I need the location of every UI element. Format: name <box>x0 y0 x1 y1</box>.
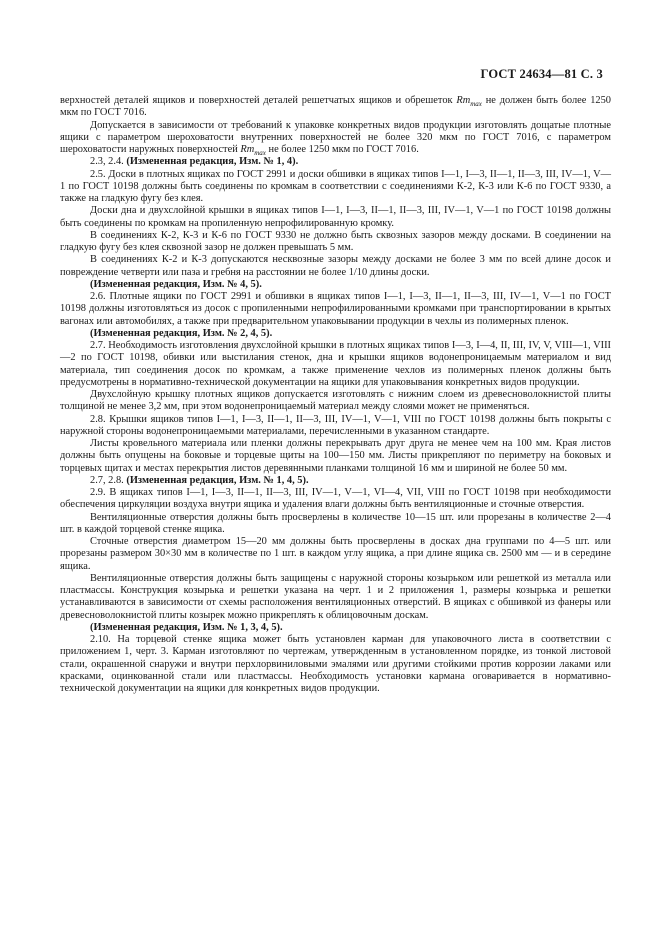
rm-symbol: $Rm_{max}$ <box>456 95 482 109</box>
paragraph-2-10: 2.10. На торцевой стенке ящика может быть установлен карман для упаковочного листа в соответствии с приложением 1, черт. 3. Карман изготовляют по чертежам, утвержденным в установленном порядке, из тонкой листовой стали, окрашенной снаружи и внутри перхлорвиниловыми эмалями или другими стойкими против коррозии лаками или красками, оцинкованной стали или пластмассы. Необходимость установки кармана оговаривается в нормативно-технической документации на ящики для конкретных видов продукции. <box>60 634 611 694</box>
paragraph-2-9-protection: Вентиляционные отверстия должны быть защищены с наружной стороны козырьком или решеткой из металла или пластмассы. Конструкция козырька и решетки указана на черт. 1 и 2 приложения 1, размеры козырька и решетки устанавливаются в зависимости от схемы расположения вентиляционных отверстий. В ящиках с обшивкой из фанеры или древесноволокнистой плиты козырек можно прикреплять к облицовочным доскам. <box>60 572 611 621</box>
document-body <box>60 95 611 695</box>
paragraph-2-9-vent-holes: Вентиляционные отверстия должны быть просверлены в количестве 10—15 шт. или прорезаны в количестве 2—4 шт. в каждой торцевой стенке ящика. <box>60 511 611 535</box>
paragraph-2-7: 2.7. Необходимость изготовления двухслойной крышки в плотных ящиках типов I—3, I—4, II, III, IV, V, VIII—1, VIII—2 по ГОСТ 10198, обивки или выстилания стенок, дна и крышки ящиков водонепроницаемым материалом и вид материала, тип соединения досок по кромкам, а также применение чехлов из полимерных пленок должны быть предусмотрены в нормативно-технической документации на ящики для упаковывания конкретных видов продукции. <box>60 340 611 388</box>
amendment-note: (Измененная редакция, Изм. № 1, 3, 4, 5). <box>90 621 283 633</box>
paragraph-roughness-exception: Допускается в зависимости от требований к упаковке конкретных видов продукции изготовлять дощатые плотные ящики с параметром шероховатости внутренних поверхностей не более 320 мкм по ГОСТ 7016, с параметром шероховатости наружных поверхностей $Rm_{max}$ не более 1250 мкм по ГОСТ 7016. <box>60 119 611 158</box>
paragraph-2-5: 2.5. Доски в плотных ящиках по ГОСТ 2991 и доски обшивки в ящиках типов I—1, I—3, II—1, II—3, III, IV—1, V—1 по ГОСТ 10198 должны быть соединены по кромкам в соответствии с соединениями К-2, К-3 или К-6 по ГОСТ 9330, а также на гладкую фугу без клея. <box>60 168 611 204</box>
paragraph-2-9-drain-holes: Сточные отверстия диаметром 15—20 мм должны быть просверлены в досках дна группами по 4—5 шт. или прорезаны размером 30×30 мм в количестве по 1 шт. в каждом углу ящика, а при длине ящика св. 2500 мм — и в середине ящика. <box>60 536 611 572</box>
paragraph-roughness-limit: верхностей деталей ящиков и поверхностей деталей решетчатых ящиков и обрешеток $Rm_{max}$ не должен быть более 1250 мкм по ГОСТ 7016. <box>60 95 611 119</box>
paragraph-2-8: 2.8. Крышки ящиков типов I—1, I—3, II—1, II—3, III, IV—1, V—1, VIII по ГОСТ 10198 должны быть покрыты с наружной стороны водонепроницаемыми материалами, перечисленными в указанном стандарте. <box>60 413 611 437</box>
amendment-note: 2.3, 2.4. (Измененная редакция, Изм. № 1, 4). <box>90 156 299 168</box>
page-header: ГОСТ 24634—81 С. 3 <box>480 67 603 81</box>
amendment-note: (Измененная редакция, Изм. № 4, 5). <box>90 278 262 290</box>
rm-symbol: $Rm_{max}$ <box>240 144 266 158</box>
paragraph-2-6: 2.6. Плотные ящики по ГОСТ 2991 и обшивки в ящиках типов I—1, I—3, II—1, II—3, III, IV—1, V—1 по ГОСТ 10198 должны изготовляться из досок с пропиленными непрофилированными кромками при транспортировании в крытых вагонах или автомобилях, а также при предварительном упаковывании продукции в чехлы из полимерных пленок. <box>60 291 611 327</box>
paragraph-2-8-sheets: Листы кровельного материала или пленки должны перекрывать друг друга не менее чем на 100 мм. Края листов должны быть опущены на боковые и торцевые щиты на 100—150 мм. Листы прикрепляют по периметру на боковых и торцевых щитах и местах перекрытия листов деревянными планками толщиной 16 мм и шириной не более 50 мм. <box>60 438 611 474</box>
paragraph-2-5-non-through-gaps: В соединениях К-2 и К-3 допускаются несквозные зазоры между досками не более 3 мм по всей длине досок и повреждение четверти или паза и гребня на расстоянии не более 1/10 длины доски. <box>60 254 611 278</box>
paragraph-2-5-bottom-boards: Доски дна и двухслойной крышки в ящиках типов I—1, I—3, II—1, II—3, III, IV—1, V—1 по ГОСТ 10198 должны быть соединены по кромкам на пропиленную непрофилированную кромку. <box>60 205 611 229</box>
paragraph-2-5-gaps: В соединениях К-2, К-3 и К-6 по ГОСТ 9330 не должно быть сквозных зазоров между досками. В соединении на гладкую фугу без клея сквозной зазор не должен превышать 5 мм. <box>60 229 611 253</box>
paragraph-2-9: 2.9. В ящиках типов I—1, I—3, II—1, II—3, III, IV—1, V—1, VI—4, VII, VIII по ГОСТ 10198 при необходимости обеспечения циркуляции воздуха внутри ящика и удаления влаги должны быть вентиляционные и сточные отверстия. <box>60 487 611 511</box>
amendment-note: 2.7, 2.8. (Измененная редакция, Изм. № 1, 4, 5). <box>90 474 309 486</box>
amendment-note: (Измененная редакция, Изм. № 2, 4, 5). <box>90 327 273 339</box>
paragraph-2-7-double-lid: Двухслойную крышку плотных ящиков допускается изготовлять с нижним слоем из древесноволокнистой плиты толщиной не менее 3,2 мм, при этом водонепроницаемый материал между слоями может не применяться. <box>60 389 611 413</box>
